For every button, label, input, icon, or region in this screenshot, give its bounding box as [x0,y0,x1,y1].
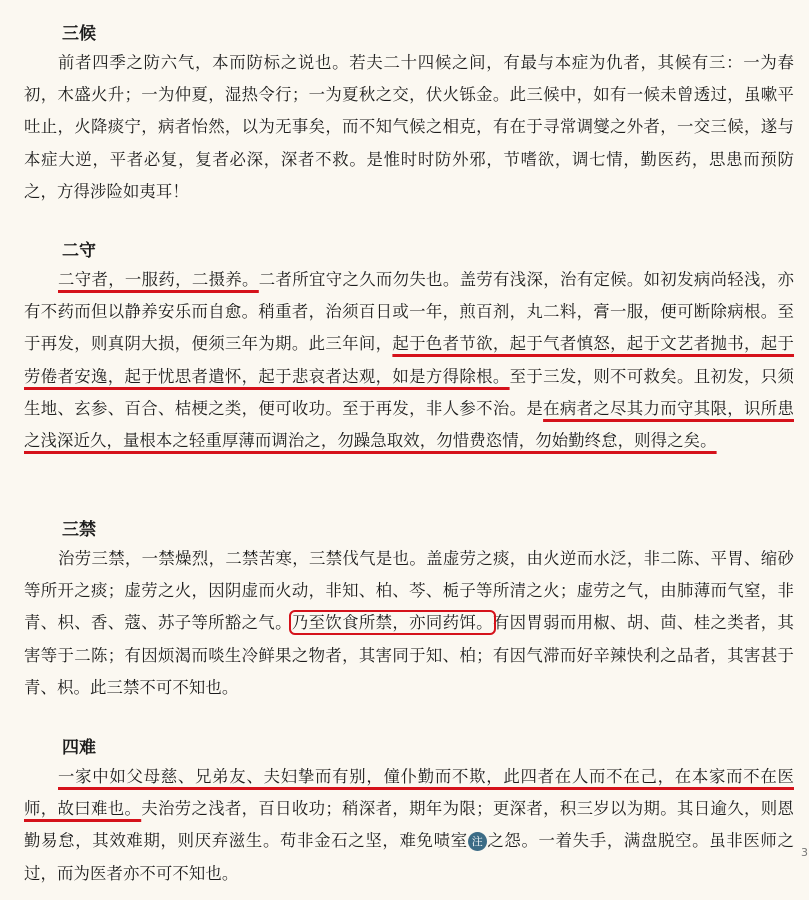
underlined-highlight: 在病者之尽其力而守其限，识所患之浅深近久，量根本之轻重厚薄而调治之，勿躁急取效，勿惜费恣情，勿始勤终怠，则得之矣。 [24,398,794,451]
section-heading: 三候 [62,24,96,44]
section-paragraph [24,543,794,704]
section-four-difficulties [24,735,794,890]
text-run: 前者四季之防六气，本而防标之说也。若夫二十四候之间，有最与本症为仇者，其候有三：一为春初，木盛火升；一为仲夏，湿热令行；一为夏秋之交，伏火铄金。此三候中，如有一候未曾透过，虽嗽平吐止，火降痰宁，病者怡然，以为无事矣，而不知气候之相克，有在于寻常调燮之外者，一交三候，遂与本症大逆，平者必复，复者必深，深者不救。是惟时时防外邪，节嗜欲，调七情，勤医药，思患而预防之，方得涉险如夷耳！ [24,53,794,201]
underlined-highlight: 一家中如父母慈、兄弟友、夫妇挚而有别，僮仆勤而不欺，此四者在人而不在己，在本家而不在医师，故曰难也。 [24,767,794,819]
text-run: 有因胃弱而用椒、胡、茴、桂之类者，其害等于二陈；有因烦渴而啖生冷鲜果之物者，其害同于知、柏；有因气滞而好辛辣快利之品者，其害甚于青、枳。此三禁不可不知也。 [24,613,794,697]
section-three-prohibitions [24,517,794,704]
section-paragraph [24,264,794,457]
section-paragraph [24,761,794,890]
page-edge-marker: 3 [801,846,808,859]
text-run: 二者所宜守之久而勿失也。盖劳有浅深，治有定候。如初发病尚轻浅，亦有不药而但以静养安乐而自愈。稍重者，治须百日或一年，煎百剂，丸二料，膏一服，便可断除病根。至于再发，则真阴大损，便须三年为期。此三年间， [24,270,794,354]
text-run: 至于三发，则不可救矣。且初发，只须生地、玄参、百合、桔梗之类，便可收功。至于再发，非人参不治。是 [24,366,794,418]
underlined-highlight: 起于色者节欲，起于气者慎怒，起于文艺者抛书，起于劳倦者安逸，起于忧思者遣怀，起于悲哀者达观，如是方得除根。 [24,334,795,386]
text-run: 夫治劳之浅者，百日收功；稍深者，期年为限；更深者，积三岁以为期。其日逾久，则恩勤易怠，其效难期，则厌弃滋生。苟非金石之坚，难免啧室 [24,799,794,851]
section-three-seasons [24,21,794,208]
annotation-icon[interactable]: 注 [468,832,487,851]
text-run: 之怨。一着失手，满盘脱空。虽非医师之过，而为医者亦不可不知也。 [24,831,794,883]
underlined-highlight: 二守者，一服药，二摄养。 [58,270,259,289]
section-heading: 二守 [62,241,96,261]
section-paragraph [24,47,794,208]
text-run: 治劳三禁，一禁燥烈，二禁苦寒，三禁伐气是也。盖虚劳之痰，由火逆而水泛，非二陈、平胃、缩砂等所开之痰；虚劳之火，因阴虚而火动，非知、柏、芩、栀子等所清之火；虚劳之气，由肺薄而气窒，非青、枳、香、蔻、苏子等所豁之气。 [24,549,794,633]
section-heading: 四难 [62,738,96,758]
section-heading: 三禁 [62,520,96,540]
section-two-keepings [24,238,794,457]
boxed-highlight: 乃至饮食所禁，亦同药饵。 [291,613,493,633]
